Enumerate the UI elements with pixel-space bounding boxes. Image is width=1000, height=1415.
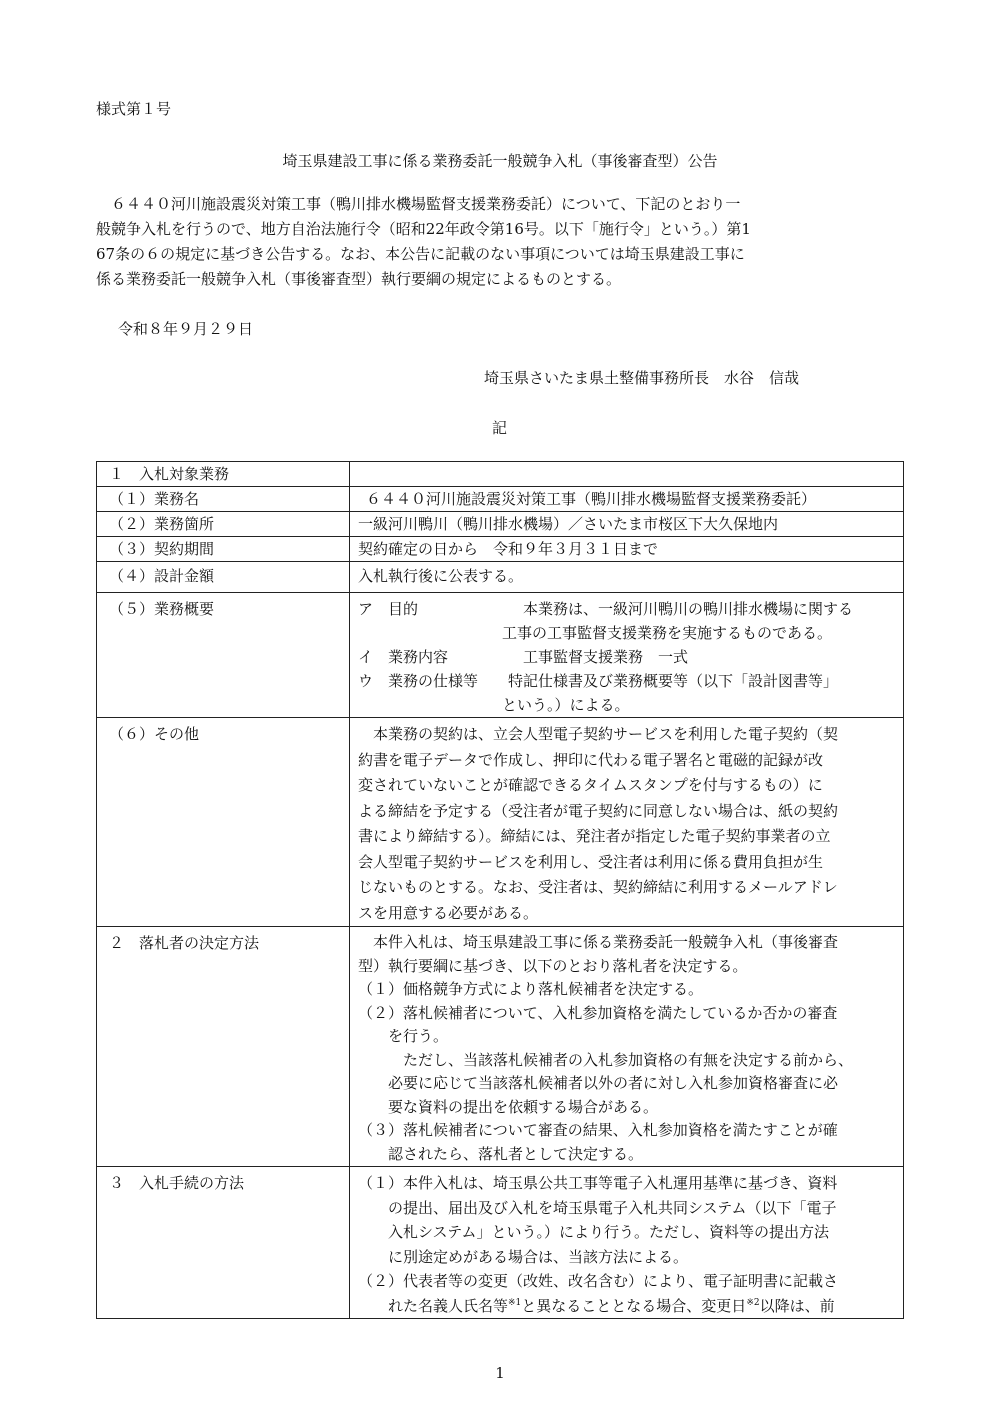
intro-paragraph [96, 192, 906, 292]
row-label: １ 入札対象業務 [97, 462, 350, 487]
other-notes [350, 718, 904, 927]
text-line: 型）執行要綱に基づき、以下のとおり落札者を決定する。 [358, 956, 748, 975]
work-name: ６４４０河川施設震災対策工事（鴨川排水機場監督支援業務委託） [366, 490, 817, 508]
contract-period: 契約確定の日から 令和９年３月３１日まで [358, 540, 659, 558]
row-label: ３ 入札手続の方法 [97, 1167, 350, 1319]
row-label: （２）業務箇所 [97, 512, 350, 537]
list-item-cont: 要な資料の提出を依頼する場合がある。 [388, 1097, 659, 1116]
list-item-cont [358, 1294, 899, 1319]
intro-line: 67条の６の規定に基づき公告する。なお、本公告に記載のない事項については埼玉県建設工事に [96, 245, 745, 263]
summary-value: 本業務は、一級河川鴨川の鴨川排水機場に関する [508, 600, 854, 618]
notice-table [96, 461, 904, 1319]
table-row [97, 718, 904, 927]
summary-content [358, 645, 899, 669]
table-row [97, 927, 904, 1167]
bid-procedure [350, 1167, 904, 1319]
summary-key: ア 目的 [358, 600, 419, 618]
intro-line: 般競争入札を行うので、地方自治法施行令（昭和22年政令第16号。以下「施行令」という。）第1 [96, 220, 751, 238]
summary-value: 工事監督支援業務 一式 [508, 648, 689, 666]
text-line: 書により締結する）。締結には、発注者が指定した電子契約事業者の立 [358, 827, 831, 845]
summary-purpose [358, 597, 899, 621]
row-value [350, 562, 904, 593]
text-line: じないものとする。なお、受注者は、契約締結に利用するメールアドレ [358, 878, 838, 896]
work-summary [350, 593, 904, 718]
row-value [350, 537, 904, 562]
text-line: 約書を電子データで作成し、押印に代わる電子署名と電磁的記録が改 [358, 750, 824, 769]
page-number: 1 [495, 1364, 505, 1382]
list-item-cont: を行う。 [388, 1027, 449, 1045]
footnote-mark: ※2 [746, 1297, 760, 1308]
row-value-empty [350, 462, 904, 487]
text-span: 以降は、前 [759, 1296, 835, 1315]
form-number: 様式第１号 [96, 100, 172, 118]
work-location: 一級河川鴨川（鴨川排水機場）／さいたま市桜区下大久保地内 [358, 515, 779, 533]
table-row [97, 512, 904, 537]
list-item-cont: の提出、届出及び入札を埼玉県電子入札共同システム（以下「電子 [388, 1198, 837, 1217]
list-item: （２）落札候補者について、入札参加資格を満たしているか否かの審査 [358, 1003, 838, 1022]
row-label: （１）業務名 [97, 487, 350, 512]
table-row [97, 1167, 904, 1319]
award-method [350, 927, 904, 1167]
text-line: 会人型電子契約サービスを利用し、受注者は利用に係る費用負担が生 [358, 852, 824, 871]
summary-spec [358, 669, 899, 693]
row-label: （６）その他 [97, 718, 350, 927]
table-row [97, 487, 904, 512]
list-item: （２）代表者等の変更（改姓、改名含む）により、電子証明書に記載さ [358, 1272, 839, 1290]
intro-line: ６４４０河川施設震災対策工事（鴨川排水機場監督支援業務委託）について、下記のとおり一 [96, 195, 741, 213]
row-value [350, 512, 904, 537]
footnote-mark: ※1 [508, 1297, 522, 1308]
row-value [350, 487, 904, 512]
list-item: （３）落札候補者について審査の結果、入札参加資格を満たすことが確 [358, 1121, 838, 1139]
list-item-cont: 認されたら、落札者として決定する。 [388, 1144, 644, 1163]
summary-value-cont: 工事の工事監督支援業務を実施するものである。 [502, 624, 833, 642]
table-row [97, 593, 904, 718]
text-line: よる締結を予定する（受注者が電子契約に同意しない場合は、紙の契約 [358, 801, 839, 820]
summary-key: ウ 業務の仕様等 [358, 672, 479, 690]
summary-value-cont: という。）による。 [502, 696, 630, 714]
text-span: れた名義人氏名等 [388, 1296, 509, 1315]
list-item: （１）本件入札は、埼玉県公共工事等電子入札運用基準に基づき、資料 [358, 1174, 838, 1192]
summary-key: イ 業務内容 [358, 648, 449, 666]
text-line: スを用意する必要がある。 [358, 903, 539, 922]
row-label: （３）契約期間 [97, 537, 350, 562]
text-line: 本件入札は、埼玉県建設工事に係る業務委託一般競争入札（事後審査 [358, 933, 839, 951]
table-row [97, 462, 904, 487]
ki-heading: 記 [492, 419, 508, 437]
list-item-cont: ただし、当該落札候補者の入札参加資格の有無を決定する前から、 [388, 1050, 854, 1069]
text-span: と異なることとなる場合、変更日 [521, 1296, 747, 1315]
row-label: ２ 落札者の決定方法 [97, 927, 350, 1167]
list-item-cont: 入札システム」という。）により行う。ただし、資料等の提出方法 [388, 1223, 830, 1241]
table-row [97, 537, 904, 562]
row-label: （５）業務概要 [97, 593, 350, 718]
row-label: （４）設計金額 [97, 562, 350, 593]
summary-value: 特記仕様書及び業務概要等（以下「設計図書等」 [508, 672, 839, 690]
list-item-cont: に別途定めがある場合は、当該方法による。 [388, 1247, 689, 1266]
list-item: （１）価格競争方式により落札候補者を決定する。 [358, 980, 704, 998]
issuer-name: 埼玉県さいたま県土整備事務所長 水谷 信哉 [484, 369, 800, 387]
text-line: 変されていないことが確認できるタイムスタンプを付与するもの）に [358, 776, 823, 794]
text-line: 本業務の契約は、立会人型電子契約サービスを利用した電子契約（契 [358, 725, 839, 743]
document-title: 埼玉県建設工事に係る業務委託一般競争入札（事後審査型）公告 [282, 152, 718, 170]
design-amount: 入札執行後に公表する。 [358, 567, 524, 585]
intro-line: 係る業務委託一般競争入札（事後審査型）執行要綱の規定によるものとする。 [96, 270, 622, 288]
notice-date: 令和８年９月２９日 [118, 320, 254, 338]
list-item-cont: 必要に応じて当該落札候補者以外の者に対し入札参加資格審査に必 [388, 1074, 839, 1092]
table-row [97, 562, 904, 593]
